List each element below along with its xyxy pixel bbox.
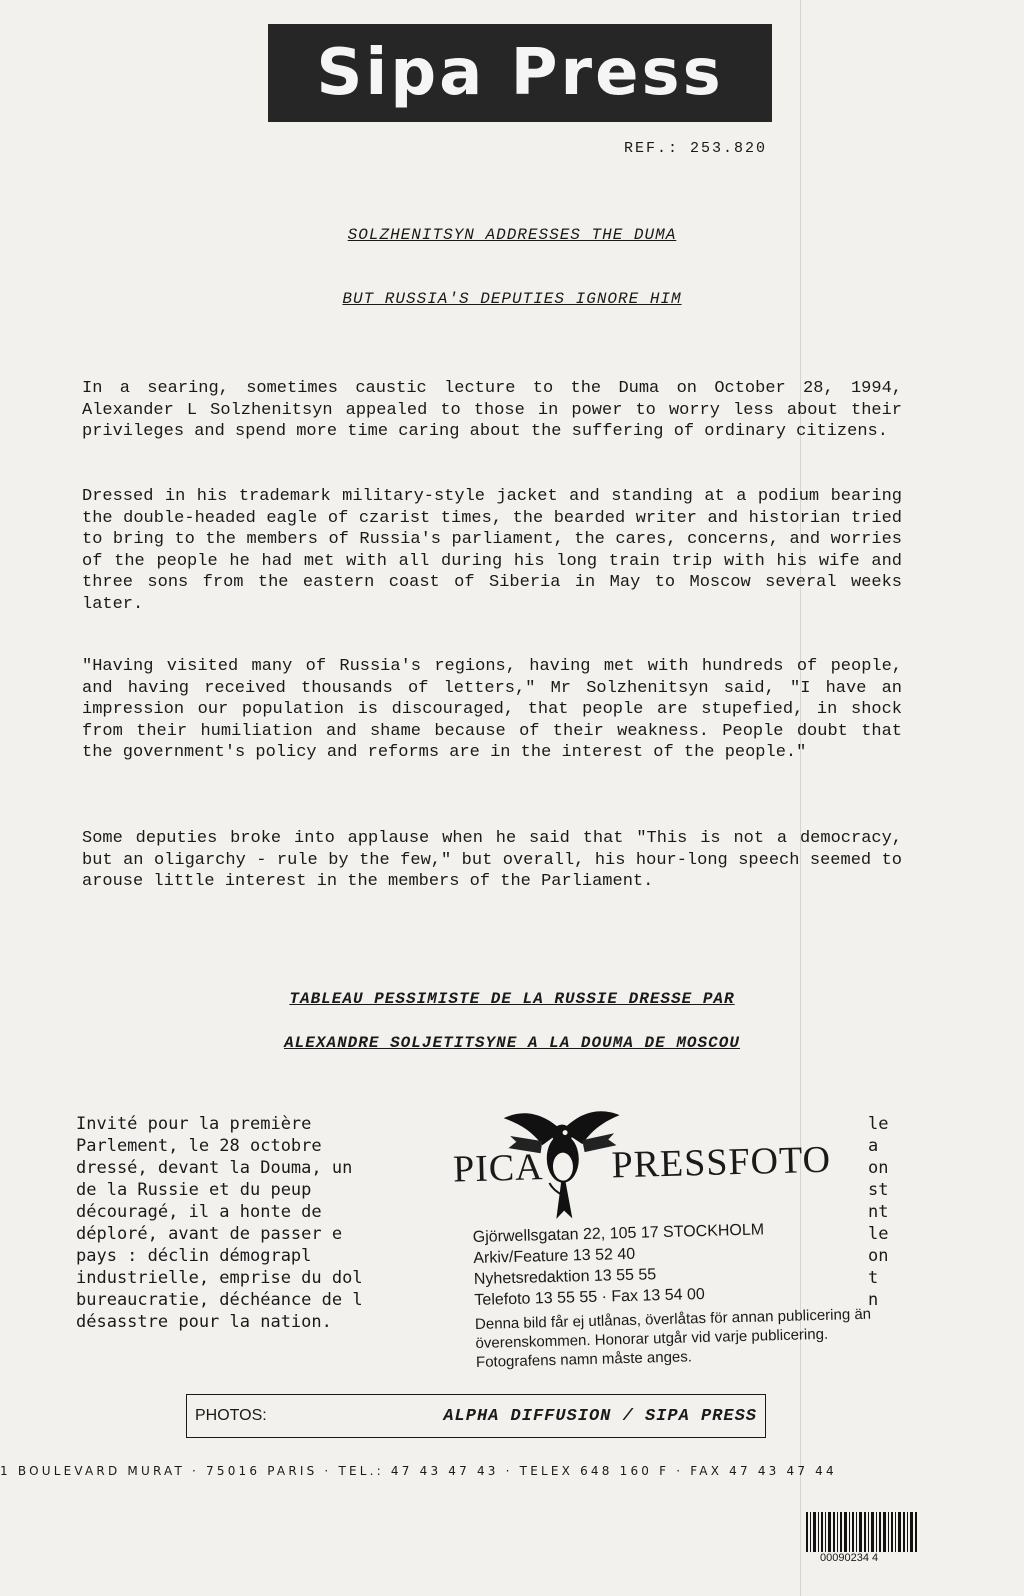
- pica-pressfoto-name: PICA PRESSFOTO: [452, 1138, 832, 1191]
- stamp-address-line: Arkiv/Feature 13 52 40: [473, 1245, 636, 1268]
- stamp-address-line: Gjörwellsgatan 22, 105 17 STOCKHOLM: [472, 1221, 765, 1247]
- photo-credit-value: ALPHA DIFFUSION / SIPA PRESS: [443, 1407, 757, 1426]
- footer-address: 1 BOULEVARD MURAT · 75016 PARIS · TEL.: 47 43 47 43 · TELEX 648 160 F · FAX 47 43 47 44: [0, 1464, 837, 1478]
- stamp-address: [473, 1219, 767, 1311]
- photo-credit-box: [186, 1394, 766, 1438]
- photo-credit-label: PHOTOS:: [195, 1407, 267, 1424]
- headline-fr-line-2: ALEXANDRE SOLJETITSYNE A LA DOUMA DE MOSCOU: [284, 1034, 740, 1052]
- french-paragraph-right-edge: le a on st nt le on t n: [868, 1114, 889, 1310]
- article-paragraph-3: "Having visited many of Russia's regions, having met with hundreds of people, and having received thousands of letters," Mr Solzhenitsyn said, "I have an impression our population is discouraged, that people are stupefied, in shock from their humiliation and shame because of their weakness. People doubt that the government's policy and reforms are in the interest of the people.": [82, 657, 902, 762]
- stamp-address-line: Telefoto 13 55 55 · Fax 13 54 00: [474, 1285, 705, 1310]
- article-paragraph-2: Dressed in his trademark military-style jacket and standing at a podium bearing the double-headed eagle of czarist times, the bearded writer and historian tried to bring to the members of Russia's parliament, the cares, concerns, and worries of the people he had met with all during his long train trip with his wife and three sons from the eastern coast of Siberia in May to Moscow several weeks later.: [82, 487, 902, 614]
- pica-pressfoto-stamp: [451, 1093, 878, 1394]
- sipa-press-logo: [268, 24, 772, 122]
- stamp-address-line: Nyhetsredaktion 13 55 55: [473, 1266, 657, 1289]
- stamp-usage-notice: Denna bild får ej utlånas, överlåtas för annan publicering än överenskommen. Honorar utgår vid varje publicering. Fotografens namn måste anges.: [474, 1305, 872, 1371]
- reference-number: REF.: 253.820: [624, 140, 768, 157]
- article-paragraph-1: In a searing, sometimes caustic lecture to the Duma on October 28, 1994, Alexander L Solzhenitsyn appealed to those in power to worry less about their privileges and spend more time caring about the suffering of ordinary citizens.: [82, 379, 902, 441]
- headline-en-line-1: SOLZHENITSYN ADDRESSES THE DUMA: [347, 226, 677, 244]
- barcode-image: [804, 1512, 920, 1554]
- headline-en-line-2: BUT RUSSIA'S DEPUTIES IGNORE HIM: [342, 290, 682, 308]
- logo-text: Sipa Press: [316, 36, 724, 110]
- french-paragraph-left: Invité pour la première Parlement, le 28 octobre dressé, devant la Douma, un de la Russie et du peup découragé, il a honte de déploré, avant de passer e pays : déclin démograpl industrielle, emprise du dol bureaucratie, déchéance de l désasstre pour la nation.: [76, 1114, 363, 1332]
- headline-fr-line-1: TABLEAU PESSIMISTE DE LA RUSSIE DRESSE PAR: [289, 990, 735, 1008]
- barcode-number: 00090234 4: [820, 1552, 879, 1564]
- article-paragraph-4: Some deputies broke into applause when he said that "This is not a democracy, but an oligarchy - rule by the few," but overall, his hour-long speech seemed to arouse little interest in the members of the Parliament.: [82, 829, 902, 891]
